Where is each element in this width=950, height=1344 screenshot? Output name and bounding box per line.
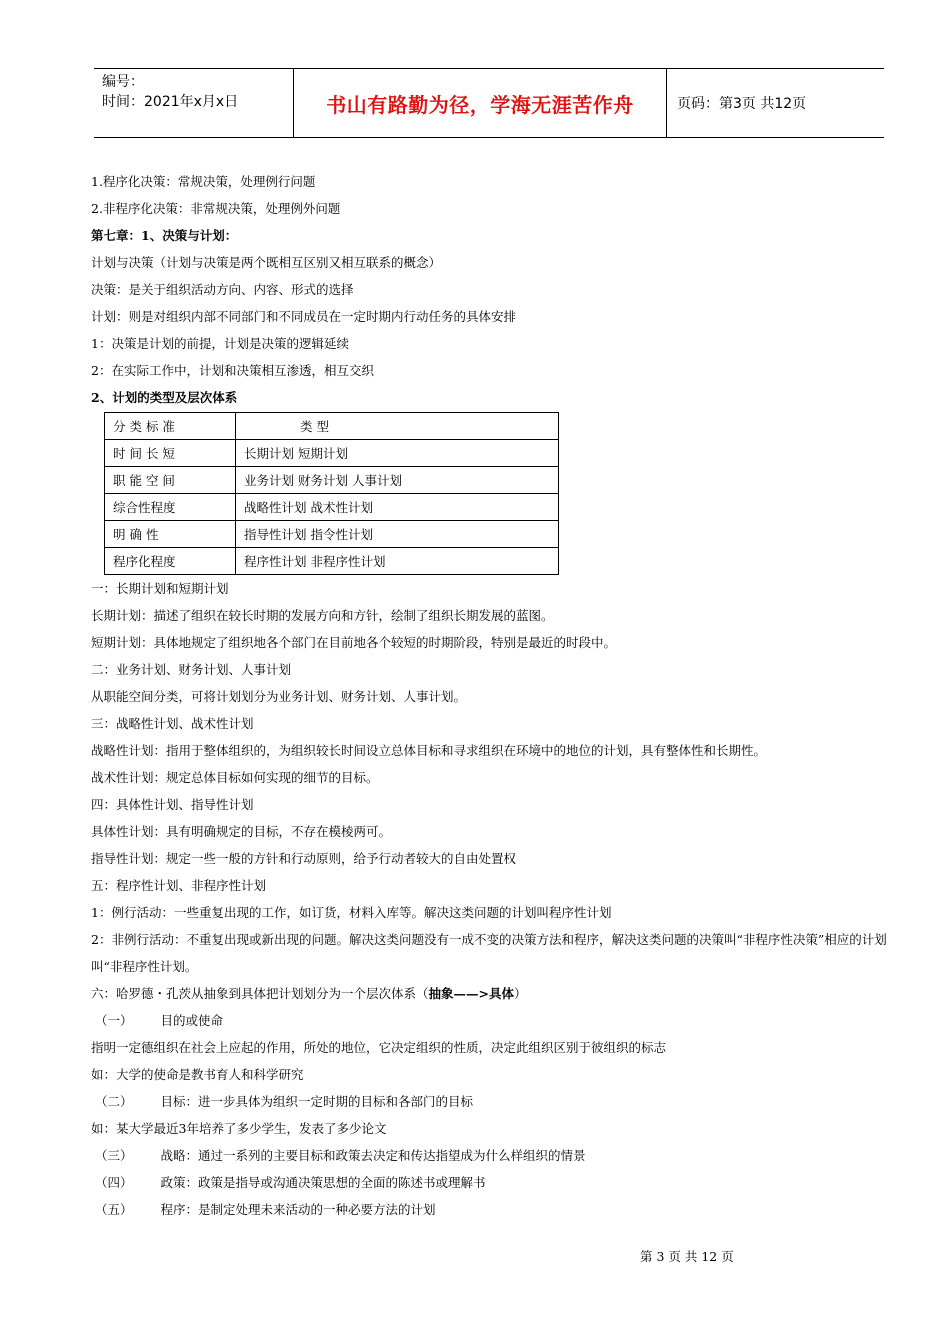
table-row <box>105 521 559 548</box>
text-paragraph: 2：非例行活动：不重复出现或新出现的问题。解决这类问题没有一成不变的决策方法和程序，解决这类问题的决策叫“非程序性决策”相应的计划叫“非程序性计划。 <box>91 932 887 974</box>
hierarchy-intro-text: 六：哈罗德・孔茨从抽象到具体把计划划分为一个层次体系（ <box>91 986 429 1001</box>
hierarchy-intro <box>91 980 891 1007</box>
table-header-row <box>105 413 559 440</box>
table-row <box>105 548 559 575</box>
table-cell: 综合性程度 <box>105 494 236 521</box>
time-label: 时间：2021年x月x日 <box>102 94 239 110</box>
text-line: 五：程序性计划、非程序性计划 <box>91 878 267 893</box>
table-cell: 程序性计划 非程序性计划 <box>236 548 559 575</box>
table-header-cell: 分 类 标 准 <box>105 413 236 440</box>
hierarchy-item <box>91 1169 891 1196</box>
chapter-heading: 第七章：1、决策与计划： <box>91 228 238 243</box>
plan-types-table <box>104 412 559 575</box>
table-cell: 指导性计划 指令性计划 <box>236 521 559 548</box>
page-footer: 第 3 页 共 12 页 <box>640 1249 734 1264</box>
text-line: 指明一定德组织在社会上应起的作用，所处的地位，它决定组织的性质，决定此组织区别于彼组织的标志 <box>91 1040 667 1055</box>
item-text: 战略：通过一系列的主要目标和政策去决定和传达指望成为什么样组织的情景 <box>160 1148 586 1163</box>
item-number: （四） <box>95 1175 133 1190</box>
text-line: 2.非程序化决策：非常规决策，处理例外问题 <box>91 201 341 216</box>
text-line: 三：战略性计划、战术性计划 <box>91 716 254 731</box>
section-heading: 2、计划的类型及层次体系 <box>91 390 238 405</box>
text-line: 四：具体性计划、指导性计划 <box>91 797 254 812</box>
header-meta <box>94 69 294 137</box>
text-line: 长期计划：描述了组织在较长时期的发展方向和方针，绘制了组织长期发展的蓝图。 <box>91 608 554 623</box>
text-line: 战术性计划：规定总体目标如何实现的细节的目标。 <box>91 770 379 785</box>
text-line: 2：在实际工作中，计划和决策相互渗透，相互交织 <box>91 363 374 378</box>
hierarchy-item <box>91 1142 891 1169</box>
text-line: 短期计划：具体地规定了组织地各个部门在目前地各个较短的时期阶段，特别是最近的时段中。 <box>91 635 617 650</box>
table-cell: 战略性计划 战术性计划 <box>236 494 559 521</box>
text-line: 计划与决策（计划与决策是两个既相互区别又相互联系的概念） <box>91 255 442 270</box>
hierarchy-item <box>91 1007 891 1034</box>
text-line: 1：例行活动：一些重复出现的工作，如订货，材料入库等。解决这类问题的计划叫程序性计划 <box>91 905 612 920</box>
item-number: （一） <box>95 1013 133 1028</box>
table-cell: 长期计划 短期计划 <box>236 440 559 467</box>
table-cell: 职 能 空 间 <box>105 467 236 494</box>
table-row <box>105 494 559 521</box>
text-line: 从职能空间分类，可将计划划分为业务计划、财务计划、人事计划。 <box>91 689 467 704</box>
text-line: 计划：则是对组织内部不同部门和不同成员在一定时期内行动任务的具体安排 <box>91 309 517 324</box>
hierarchy-item <box>91 1088 891 1115</box>
hierarchy-direction: 抽象——>具体 <box>428 986 514 1001</box>
hierarchy-intro-end: ） <box>514 986 527 1001</box>
table-cell: 时 间 长 短 <box>105 440 236 467</box>
page-header <box>94 68 884 138</box>
text-line: 决策：是关于组织活动方向、内容、形式的选择 <box>91 282 354 297</box>
table-cell: 明 确 性 <box>105 521 236 548</box>
item-number: （三） <box>95 1148 133 1163</box>
text-line: 1：决策是计划的前提，计划是决策的逻辑延续 <box>91 336 349 351</box>
text-line: 二：业务计划、财务计划、人事计划 <box>91 662 292 677</box>
text-line: 指导性计划：规定一些一般的方针和行动原则，给予行动者较大的自由处置权 <box>91 851 517 866</box>
text-line: 如：大学的使命是教书育人和科学研究 <box>91 1067 304 1082</box>
table-cell: 业务计划 财务计划 人事计划 <box>236 467 559 494</box>
text-line: 一：长期计划和短期计划 <box>91 581 229 596</box>
hierarchy-item <box>91 1196 891 1223</box>
text-line: 战略性计划：指用于整体组织的，为组织较长时间设立总体目标和寻求组织在环境中的地位的计划，具有整体性和长期性。 <box>91 743 767 758</box>
table-row <box>105 467 559 494</box>
item-number: （二） <box>95 1094 133 1109</box>
table-row <box>105 440 559 467</box>
document-body <box>91 168 891 1223</box>
table-cell: 程序化程度 <box>105 548 236 575</box>
table-header-cell: 类 型 <box>236 413 559 440</box>
item-text: 目的或使命 <box>160 1013 224 1028</box>
text-line: 如：某大学最近3年培养了多少学生，发表了多少论文 <box>91 1121 387 1136</box>
page-label: 页码：第3页 共12页 <box>677 96 807 112</box>
text-line: 1.程序化决策：常规决策，处理例行问题 <box>91 174 316 189</box>
item-text: 目标：进一步具体为组织一定时期的目标和各部门的目标 <box>160 1094 474 1109</box>
text-line: 具体性计划：具有明确规定的目标，不存在模棱两可。 <box>91 824 392 839</box>
item-text: 政策：政策是指导或沟通决策思想的全面的陈述书或理解书 <box>160 1175 486 1190</box>
motto: 书山有路勤为径，学海无涯苦作舟 <box>294 69 667 137</box>
item-number: （五） <box>95 1202 133 1217</box>
item-text: 程序：是制定处理未来活动的一种必要方法的计划 <box>160 1202 436 1217</box>
code-label: 编号： <box>102 74 144 90</box>
